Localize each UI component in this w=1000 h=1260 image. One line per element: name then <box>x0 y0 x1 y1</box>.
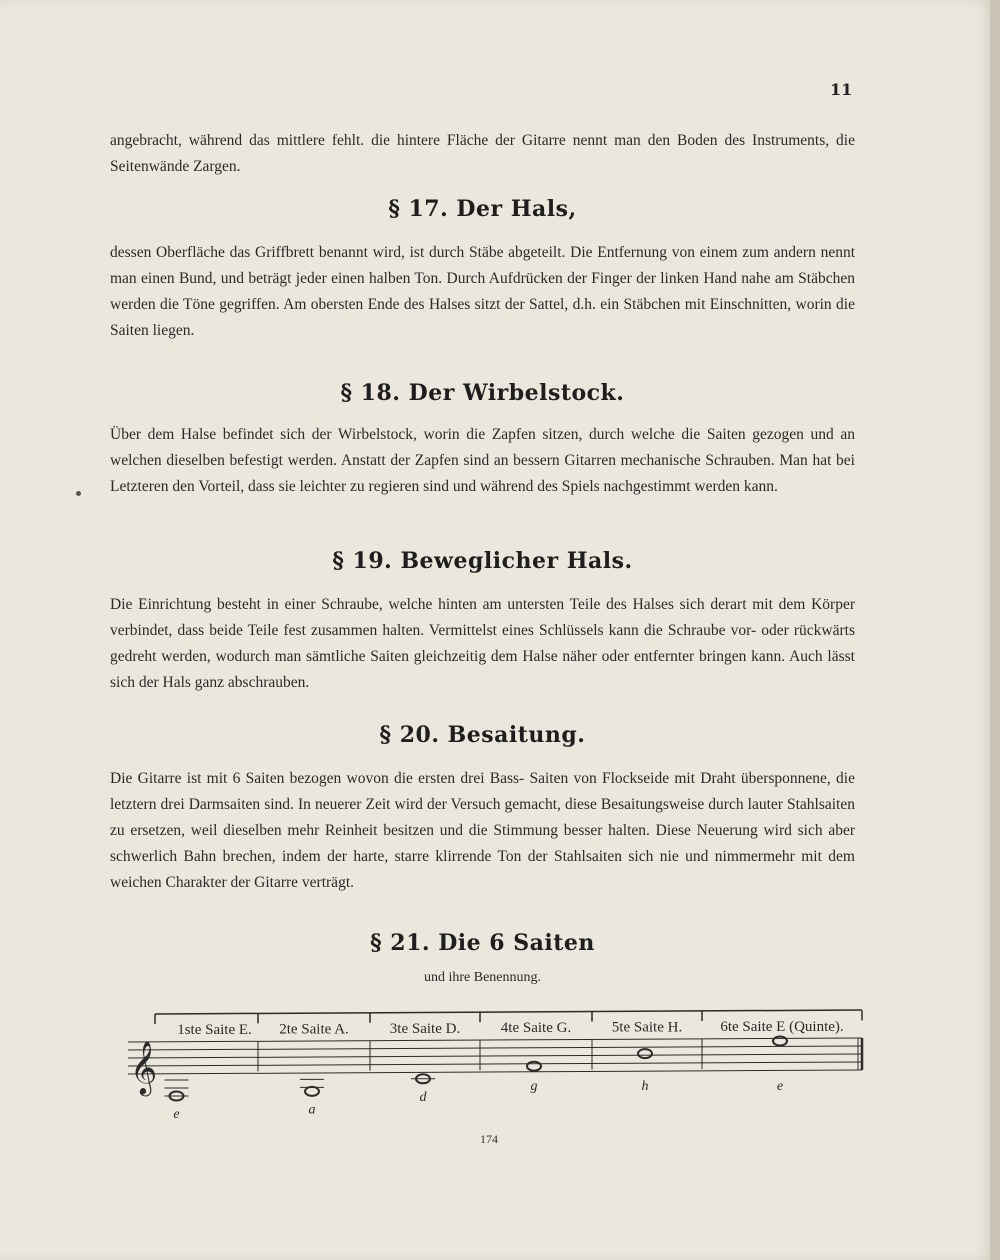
whole-note <box>773 1037 787 1046</box>
staff-line <box>128 1070 862 1074</box>
whole-note <box>527 1062 541 1071</box>
string-label: 2te Saite A. <box>279 1021 349 1038</box>
note-name: g <box>530 1079 538 1094</box>
section-21-subheading: und ihre Benennung. <box>423 970 542 985</box>
string-label: 3te Saite D. <box>389 1020 461 1037</box>
section-21-heading: § 21. Die 6 Saiten <box>370 930 595 956</box>
whole-note <box>638 1049 652 1058</box>
section-19-heading: § 19. Beweglicher Hals. <box>332 548 633 574</box>
string-label: 1ste Saite E. <box>177 1022 252 1038</box>
section-20-text: Die Gitarre ist mit 6 Saiten bezogen wovon die ersten drei Bass- Saiten von Flockseide mit Draht übersponnene, die letztern drei Darmsaiten sind. In neuerer Zeit wird der Versuch gemacht, diese Besaitungsweise durch lauter Stahlsaiten zu ersetzen, weil dieselben mehr Reinheit besitzen und die Stimmung besser halten. Diese Neuerung wird sich aber schwerlich Bahn brechen, indem der harte, starre klirrende Ton der Stahlsaiten sich nie und nimmermehr mit dem weichen Charakter der Gitarre verträgt. <box>110 770 855 891</box>
note-name: e <box>776 1079 784 1094</box>
staff-line <box>128 1062 862 1066</box>
section-19-text: Die Einrichtung besteht in einer Schraube, welche hinten am untersten Teile des Halses sich derart mit dem Körper verbindet, dass beide Teile fest zusammen halten. Vermittelst eines Schlüssels kann die Schraube vor- oder rückwärts gedreht werden, wodurch man sämtliche Saiten gleichzeitig dem Halse näher oder entfernter bringen kann. Auch lässt sich der Hals ganz abschrauben. <box>110 596 855 691</box>
section-20-heading: § 20. Besaitung. <box>379 722 586 748</box>
section-17-text: dessen Oberfläche das Griffbrett benannt wird, ist durch Stäbe abgeteilt. Die Entfernung von einem zum andern nennt man einen Bund, und beträgt jeder einen halben Ton. Durch Aufdrücken der Finger der linken Hand nahe am Stäbchen werden die Töne gegriffen. Am obersten Ende des Halses sitzt der Sattel, d.h. ein Stäbchen mit Einschnitten, worin die Saiten liegen. <box>110 244 855 339</box>
page-number: 11 <box>830 80 853 99</box>
section-18-heading: § 18. Der Wirbelstock. <box>340 380 625 406</box>
footer-number: 174 <box>480 1132 498 1146</box>
string-label: 4te Saite G. <box>500 1020 572 1037</box>
note-name: e <box>173 1107 180 1122</box>
whole-note <box>305 1087 319 1096</box>
staff-line <box>128 1046 862 1050</box>
staff-line <box>128 1038 862 1042</box>
string-label: 5te Saite H. <box>611 1019 683 1036</box>
section-17-heading: § 17. Der Hals, <box>388 196 577 222</box>
section-18-text: Über dem Halse befindet sich der Wirbelstock, worin die Zapfen sitzen, durch welche die Saiten gezogen und an welchen dieselben befestigt werden. Anstatt der Zapfen sind an bessern Gitarren mechanische Schrauben. Man hat bei Letzteren den Vorteil, dass sie leichter zu regieren sind und während des Spiels nachgestimmt werden kann. <box>110 426 855 495</box>
note-name: a <box>308 1102 316 1118</box>
page-edge <box>990 0 1000 1260</box>
staff-line <box>128 1054 862 1058</box>
note-name: h <box>641 1079 649 1094</box>
string-label: 6te Saite E (Quinte). <box>720 1019 844 1035</box>
note-name: d <box>419 1089 427 1105</box>
treble-clef-icon: 𝄞 <box>130 1040 158 1094</box>
intro-paragraph: angebracht, während das mittlere fehlt. die hintere Fläche der Gitarre nennt man den Boden des Instruments, die Seitenwände Zargen. <box>110 132 855 175</box>
staff-lines <box>128 1038 862 1074</box>
